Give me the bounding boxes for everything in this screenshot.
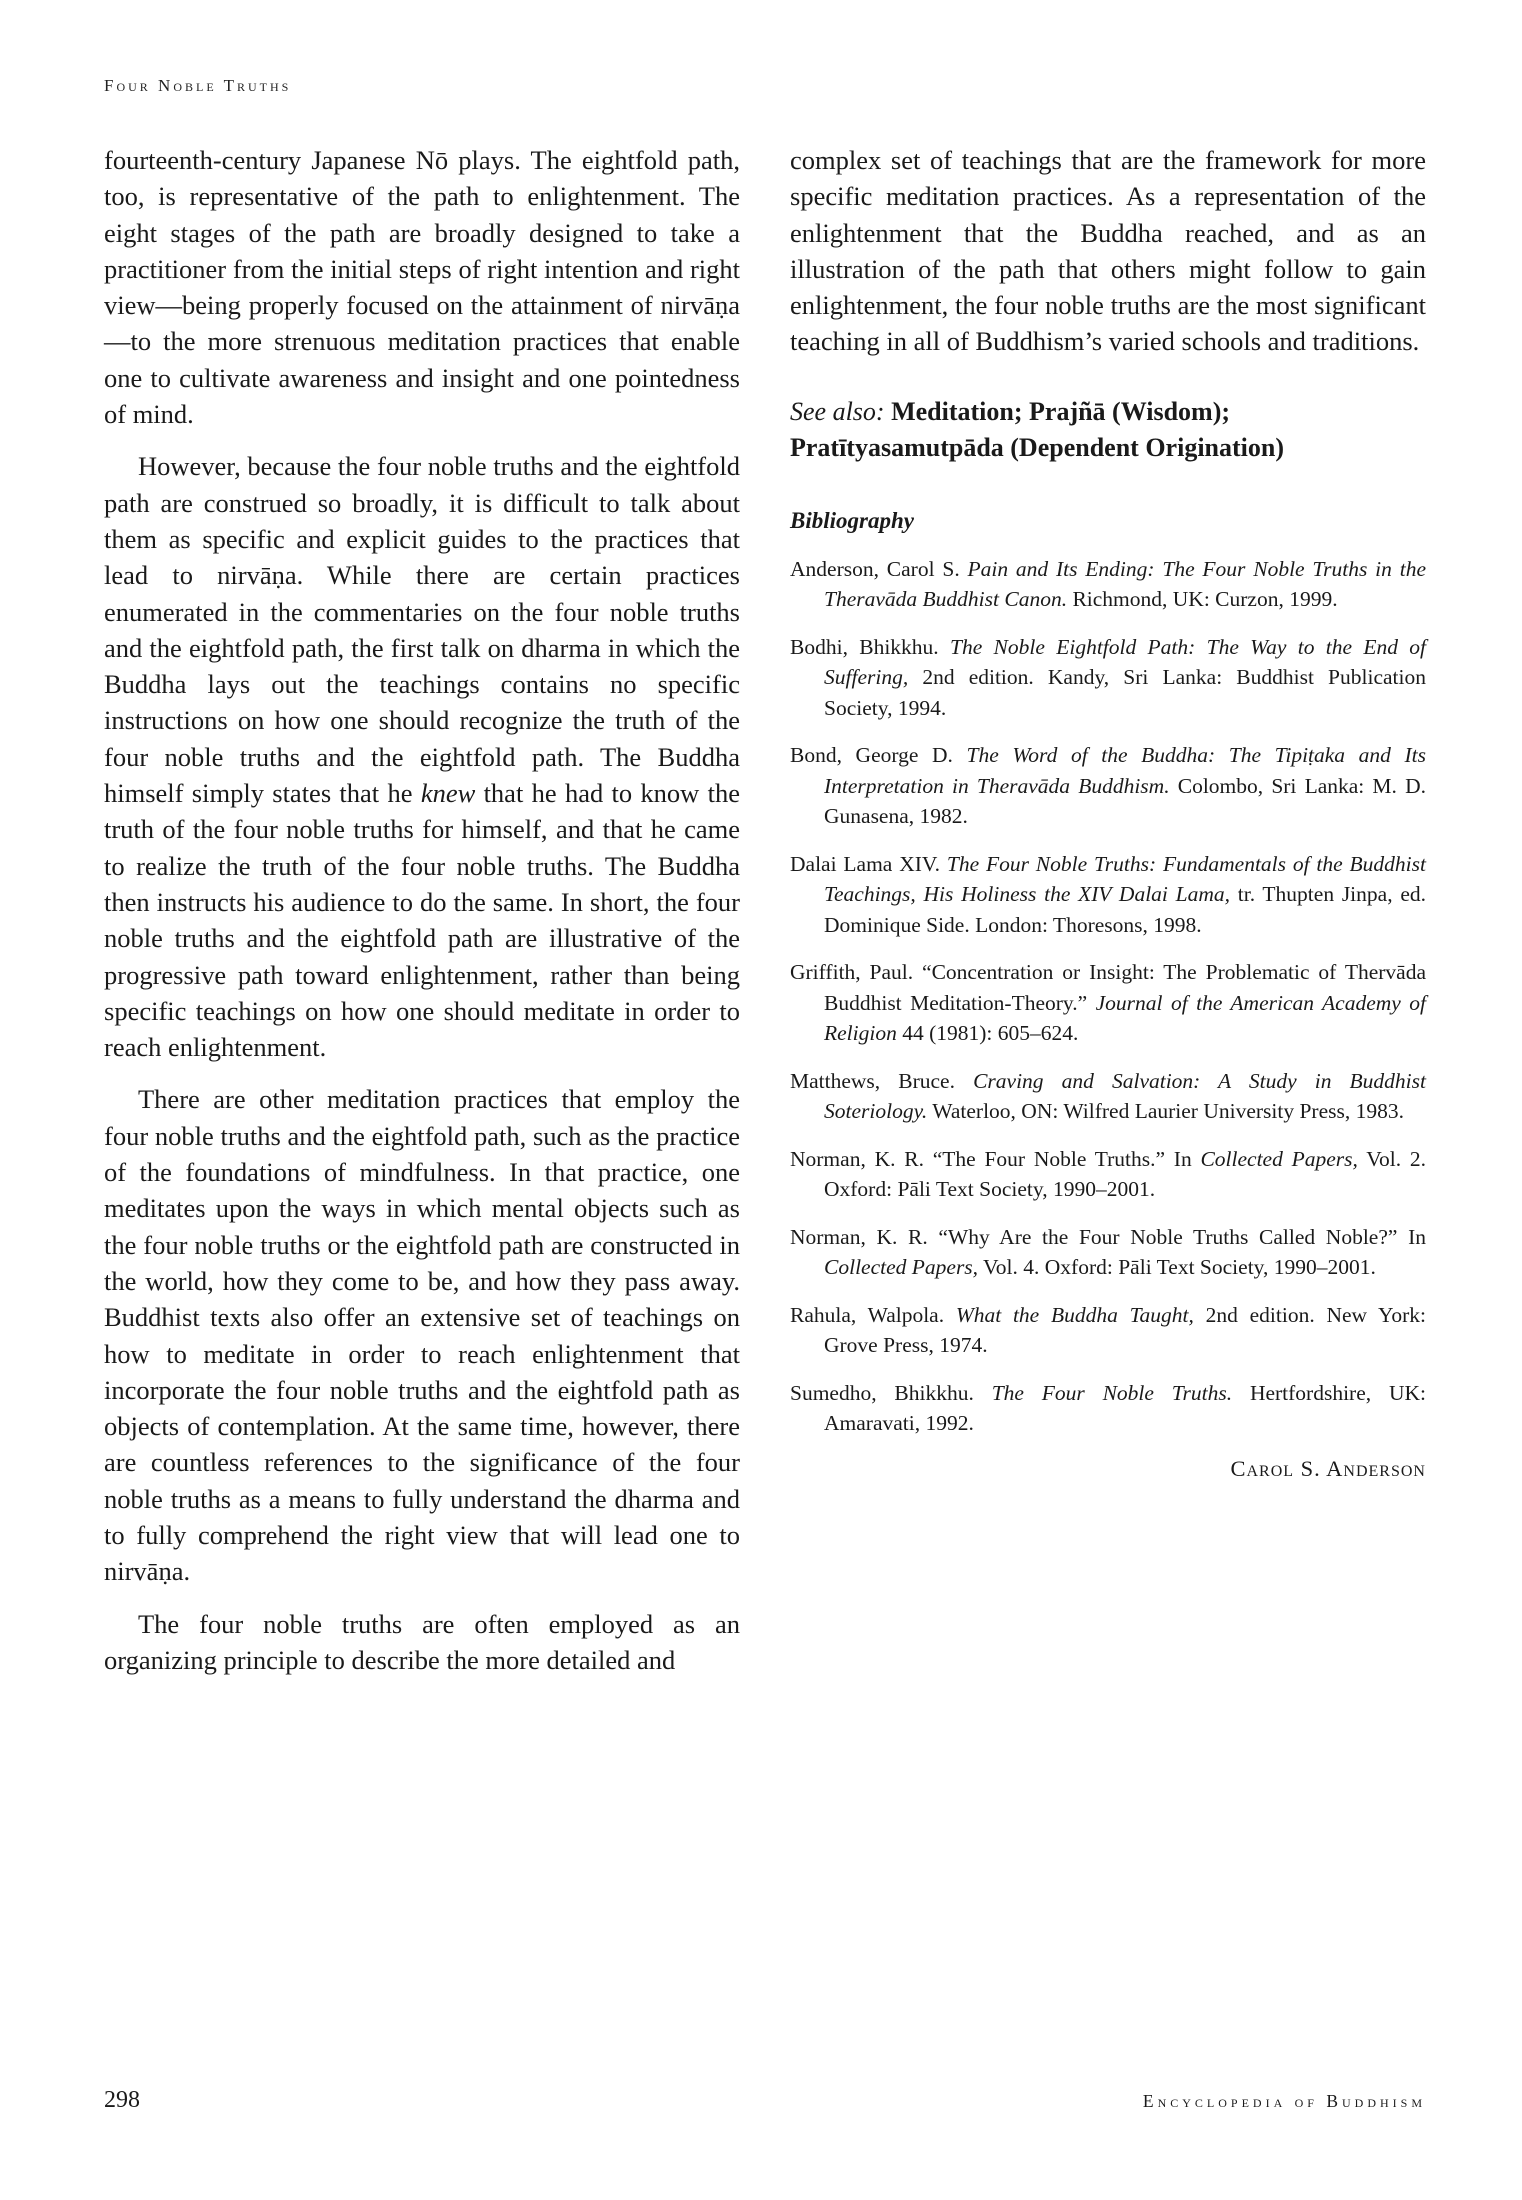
entry-title: Journal of the American Academy of Religion xyxy=(824,990,1426,1046)
page-number: 298 xyxy=(104,2087,140,2113)
bibliography-entry xyxy=(790,1066,1426,1127)
entry-author: Norman, K. R. “Why Are the Four Noble Truths Called Noble?” In xyxy=(790,1224,1426,1249)
entry-title: The Noble Eightfold Path: The Way to the End of Suffering, xyxy=(824,634,1426,690)
see-also xyxy=(790,394,1426,466)
entry-author: Dalai Lama XIV. xyxy=(790,851,947,876)
paragraph-text: that he had to know the truth of the four noble truths for himself, and that he came to realize the truth of the four noble truths. The Buddha then instructs his audience to do the same. In short, the four noble truths and the eightfold path are illustrative of the progressive path toward enlightenment, rather than being specific teachings on how one should meditate in order to reach enlightenment. xyxy=(104,778,741,1063)
entry-publication: 44 (1981): 605–624. xyxy=(896,1021,1079,1046)
entry-publication: Colombo, Sri Lanka: M. D. Gunasena, 1982. xyxy=(824,773,1426,829)
bibliography-entry xyxy=(790,554,1426,615)
right-column xyxy=(790,142,1426,1482)
entry-title: The Word of the Buddha: The Tipiṭaka and Its Interpretation in Theravāda Buddhism. xyxy=(824,743,1426,798)
left-column xyxy=(104,142,740,1694)
body-paragraph-4: The four noble truths are often employed as an organizing principle to describe the more detailed and xyxy=(104,1608,740,1675)
emphasis-word: knew xyxy=(420,778,476,809)
entry-publication: Hertfordshire, UK: Amaravati, 1992. xyxy=(824,1380,1426,1436)
running-footer: Encyclopedia of Buddhism xyxy=(1142,2091,1426,2111)
author-byline: Carol S. Anderson xyxy=(1230,1455,1426,1481)
bibliography-heading: Bibliography xyxy=(790,507,914,533)
bibliography-entry xyxy=(790,1222,1426,1283)
entry-publication: tr. Thupten Jinpa, ed. Dominique Side. London: Thoresons, 1998. xyxy=(824,882,1426,937)
entry-publication: Waterloo, ON: Wilfred Laurier University Press, 1983. xyxy=(927,1099,1404,1124)
entry-author: Sumedho, Bhikkhu. xyxy=(790,1380,992,1405)
entry-publication: Vol. 2. Oxford: Pāli Text Society, 1990–2001. xyxy=(824,1146,1426,1202)
body-paragraph-2 xyxy=(104,448,740,1065)
entry-author: Griffith, Paul. “Concentration or Insight: The Problematic of Thervāda Buddhist Meditation-Theory.” xyxy=(790,960,1426,1015)
bibliography-entry xyxy=(790,1144,1426,1205)
entry-author: Norman, K. R. “The Four Noble Truths.” In xyxy=(790,1146,1201,1171)
bibliography-entry xyxy=(790,1300,1426,1361)
paragraph-text: However, because the four noble truths and the eightfold path are construed so broadly, it is difficult to talk about them as specific and explicit guides to the practices that lead to nirvāṇa. While there are certain practices enumerated in the commentaries on the four noble truths and the eightfold path, the first talk on dharma in which the Buddha lays out the teachings contains no specific instructions on how one should recognize the truth of the four noble truths and the eightfold path. The Buddha himself simply states that he xyxy=(104,451,740,809)
entry-author: Bond, George D. xyxy=(790,743,967,768)
bibliography-entry xyxy=(790,632,1426,724)
entry-publication: Richmond, UK: Curzon, 1999. xyxy=(1067,587,1338,612)
entry-author: Matthews, Bruce. xyxy=(790,1068,974,1093)
entry-author: Anderson, Carol S. xyxy=(790,556,968,581)
entry-title: Collected Papers, xyxy=(1200,1146,1358,1171)
bibliography-entry xyxy=(790,849,1426,941)
entry-author: Bodhi, Bhikkhu. xyxy=(790,634,950,659)
body-paragraph-1: fourteenth-century Japanese Nō plays. The eightfold path, too, is representative of the path to enlightenment. The eight stages of the path are broadly designed to take a practitioner from the initial steps of right intention and right view—being properly focused on the attainment of nirvāṇa—to the more strenuous meditation practices that enable one to cultivate awareness and insight and one pointedness of mind. xyxy=(104,145,740,430)
entry-publication: 2nd edition. Kandy, Sri Lanka: Buddhist Publication Society, 1994. xyxy=(824,665,1426,720)
see-also-topics: Meditation; Prajñā (Wisdom); Pratītyasamutpāda (Dependent Origination) xyxy=(790,396,1284,462)
entry-title: What the Buddha Taught, xyxy=(955,1302,1194,1327)
bibliography-list xyxy=(790,554,1426,1439)
bibliography-entry xyxy=(790,1378,1426,1439)
continuation-paragraph: complex set of teachings that are the framework for more specific meditation practices. As a representation of the enlightenment that the Buddha reached, and as an illustration of the path that others might follow to gain enlightenment, the four noble truths are the most significant teaching in all of Buddhism’s varied schools and traditions. xyxy=(790,145,1426,357)
running-head: Four Noble Truths xyxy=(104,76,292,95)
entry-title: Pain and Its Ending: The Four Noble Truths in the Theravāda Buddhist Canon. xyxy=(824,556,1426,612)
body-paragraph-3: There are other meditation practices that employ the four noble truths and the eightfold path, such as the practice of the foundations of mindfulness. In that practice, one meditates upon the ways in which mental objects such as the four noble truths or the eightfold path are constructed in the world, how they come to be, and how they pass away. Buddhist texts also offer an extensive set of teachings on how to meditate in order to reach enlightenment that incorporate the four noble truths and the eightfold path as objects of contemplation. At the same time, however, there are countless references to the significance of the four noble truths as a means to fully understand the dharma and to fully comprehend the right view that will lead one to nirvāṇa. xyxy=(104,1084,740,1587)
entry-title: The Four Noble Truths: Fundamentals of the Buddhist Teachings, His Holiness the XIV Dalai Lama, xyxy=(824,851,1426,907)
entry-title: Craving and Salvation: A Study in Buddhist Soteriology. xyxy=(824,1068,1426,1124)
bibliography-entry xyxy=(790,957,1426,1049)
entry-title: Collected Papers, xyxy=(824,1255,979,1280)
entry-publication: 2nd edition. New York: Grove Press, 1974. xyxy=(824,1302,1426,1358)
entry-publication: Vol. 4. Oxford: Pāli Text Society, 1990–2001. xyxy=(978,1255,1376,1280)
entry-author: Rahula, Walpola. xyxy=(790,1302,956,1327)
bibliography-entry xyxy=(790,740,1426,832)
see-also-label: See also: xyxy=(790,396,885,426)
entry-title: The Four Noble Truths. xyxy=(991,1380,1233,1405)
